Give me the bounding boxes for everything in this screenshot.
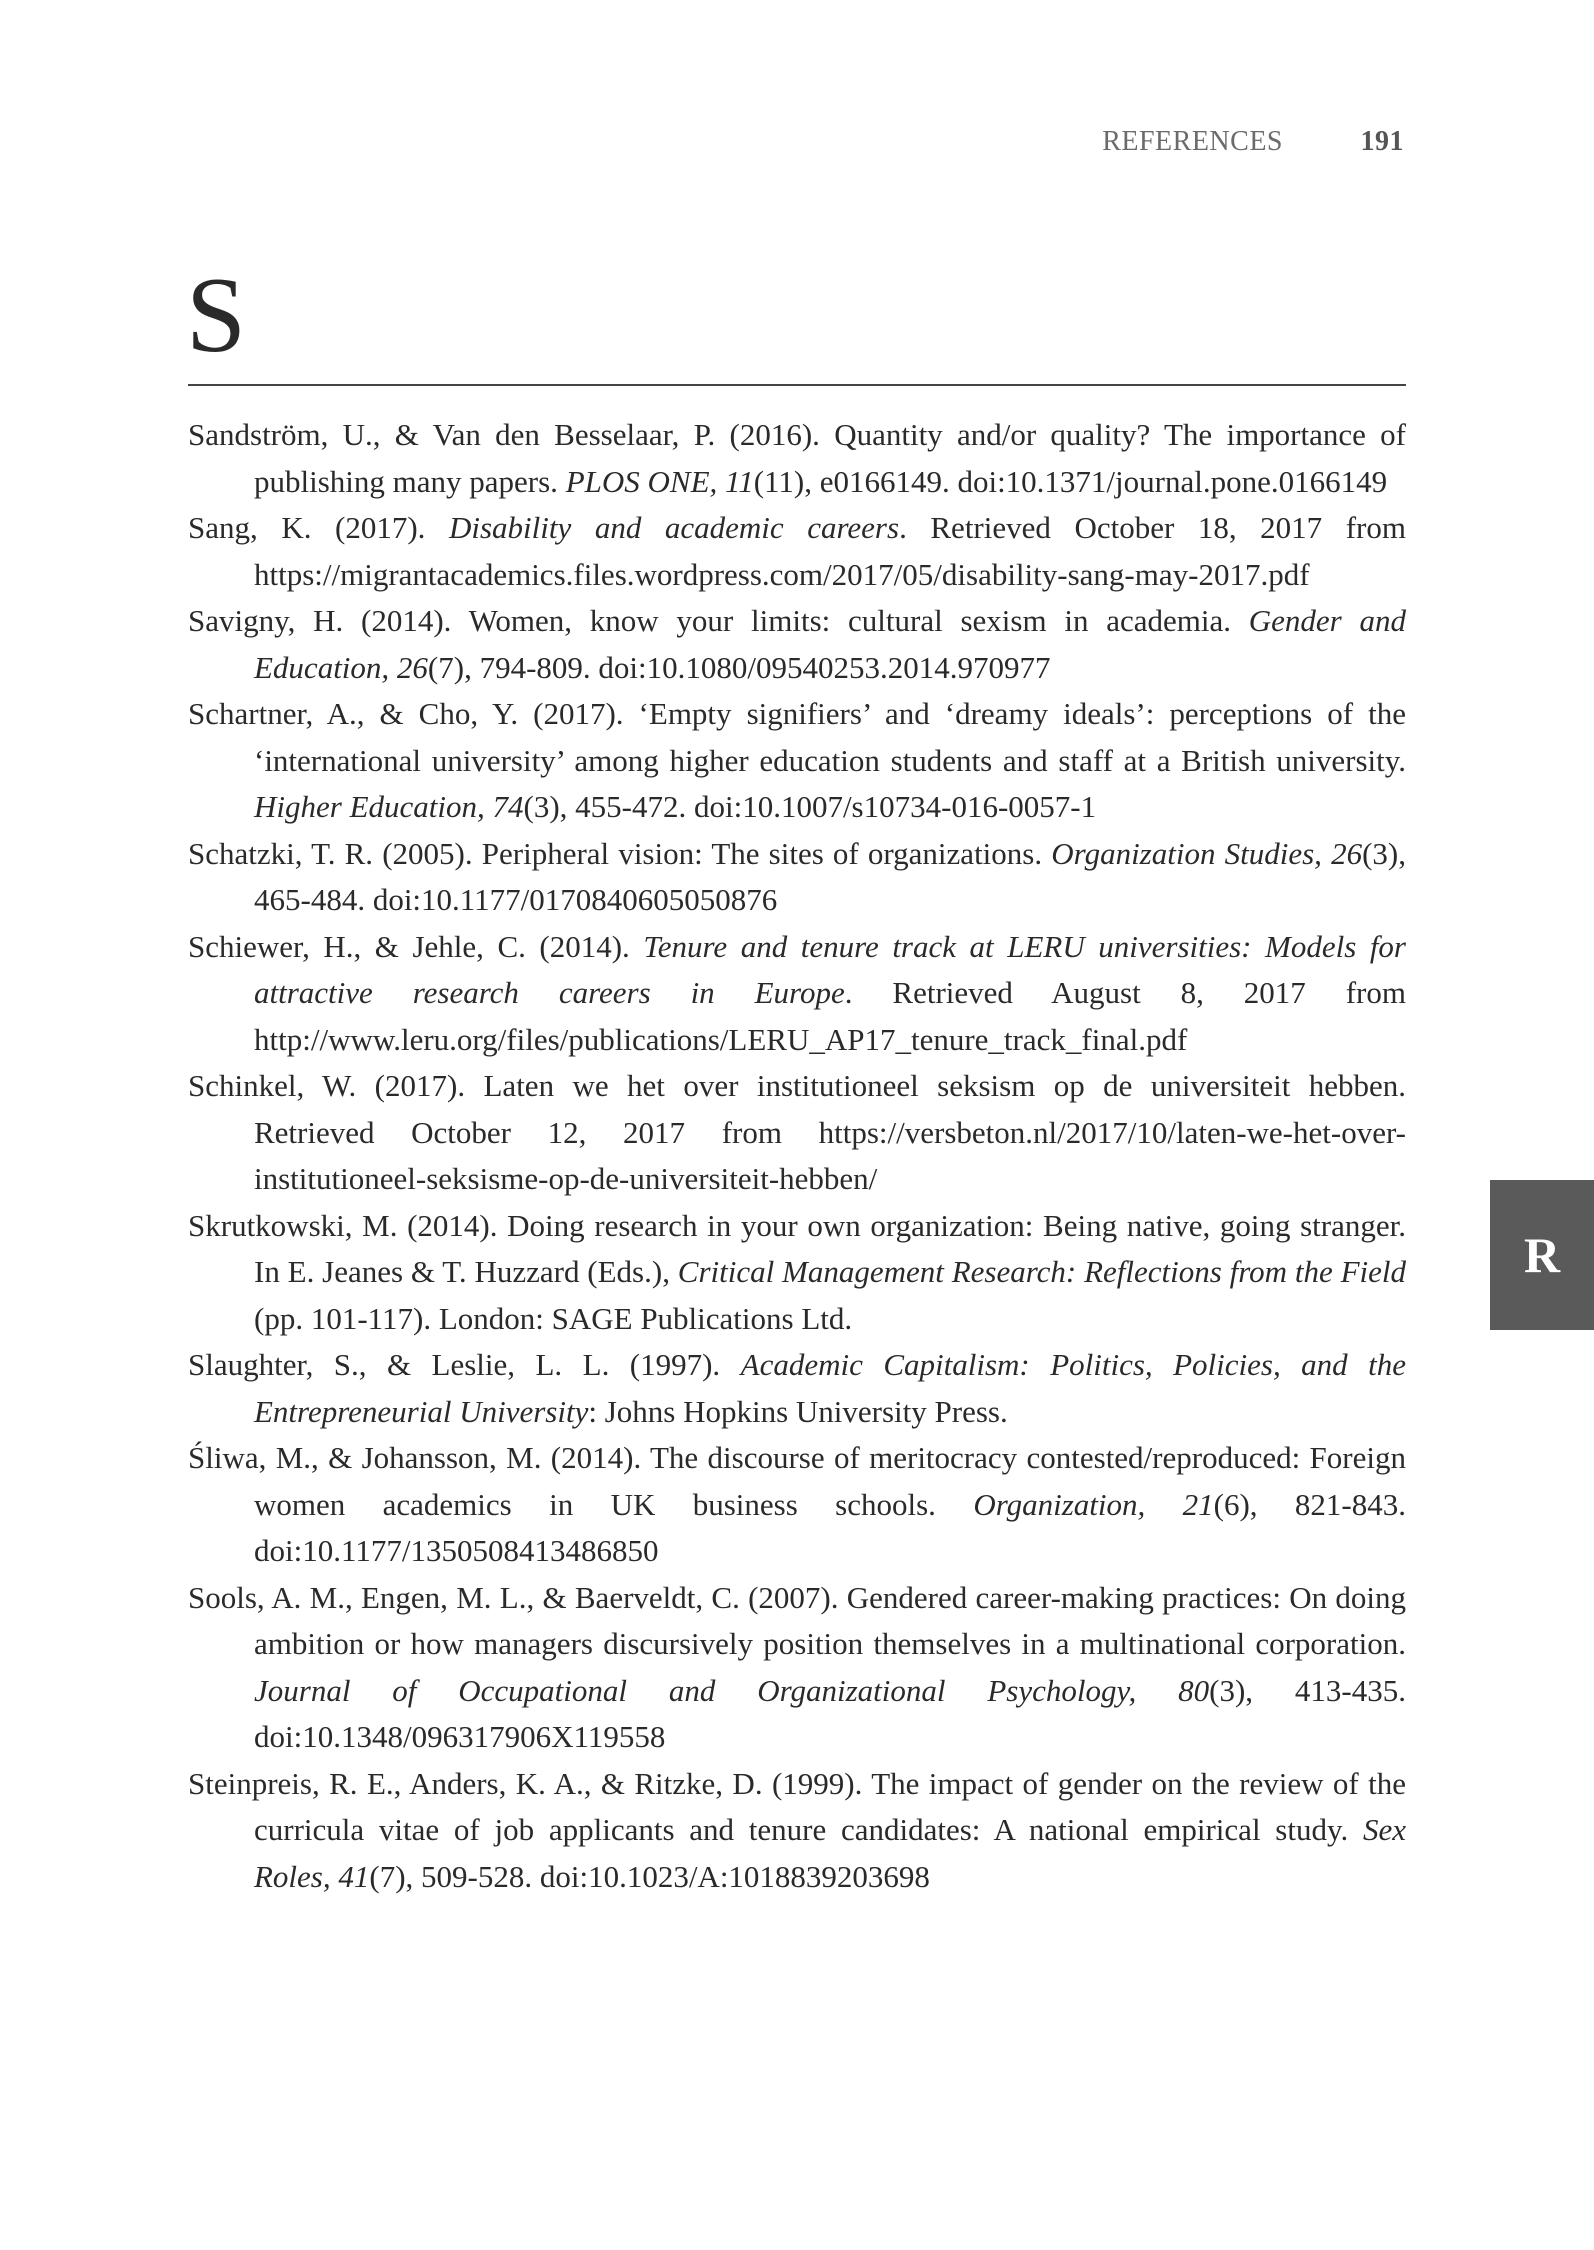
section-divider [188,384,1406,386]
running-head-title: REFERENCES [1102,126,1283,157]
reference-entry: Skrutkowski, M. (2014). Doing research in your own organization: Being native, going stranger. In E. Jeanes & T. Huzzard (Eds.), Critical Management Research: Reflections from the Field (pp. 101-117). London: SAGE Publications Ltd. [188,1207,1406,1336]
reference-entry: Sandström, U., & Van den Besselaar, P. (2016). Quantity and/or quality? The importance of publishing many papers. PLOS ONE, 11(11), e0166149. doi:10.1371/journal.pone.0166149 [188,417,1406,499]
running-head [1102,126,1404,158]
reference-list [188,412,1406,1900]
reference-entry: Steinpreis, R. E., Anders, K. A., & Ritzke, D. (1999). The impact of gender on the review of the curricula vitae of job applicants and tenure candidates: A national empirical study. Sex Roles, 41(7), 509-528. doi:10.1023/A:1018839203698 [188,1765,1406,1894]
page-number: 191 [1360,126,1404,157]
reference-entry: Sang, K. (2017). Disability and academic careers. Retrieved October 18, 2017 from https://migrantacademics.files.wordpress.com/2017/05/disability-sang-may-2017.pdf [188,510,1406,592]
reference-entry: Schartner, A., & Cho, Y. (2017). ‘Empty signifiers’ and ‘dreamy ideals’: perceptions of the ‘international university’ among higher education students and staff at a British university. Higher Education, 74(3), 455-472. doi:10.1007/s10734-016-0057-1 [188,696,1406,824]
reference-entry: Śliwa, M., & Johansson, M. (2014). The discourse of meritocracy contested/reproduced: Foreign women academics in UK business schools. Organization, 21(6), 821-843. doi:10.1177/1350508413486850 [188,1440,1407,1568]
section-letter: S [186,256,247,375]
reference-entry: Sools, A. M., Engen, M. L., & Baerveldt, C. (2007). Gendered career-making practices: On doing ambition or how managers discursively position themselves in a multinational corporation. Journal of Occupational and Organizational Psychology, 80(3), 413-435. doi:10.1348/096317906X119558 [188,1579,1406,1754]
reference-entry: Schiewer, H., & Jehle, C. (2014). Tenure and tenure track at LERU universities: Models for attractive research careers in Europe. Retrieved August 8, 2017 from http://www.leru.org/files/publications/LERU_AP17_tenure_track_final.pdf [188,928,1406,1057]
reference-entry: Schinkel, W. (2017). Laten we het over institutioneel seksism op de universiteit hebben. Retrieved October 12, 2017 from https://versbeton.nl/2017/10/laten-we-het-over-institutioneel-seksisme-op-de-universiteit-hebben/ [188,1068,1406,1196]
reference-entry: Schatzki, T. R. (2005). Peripheral vision: The sites of organizations. Organization Studies, 26(3), 465-484. doi:10.1177/0170840605050876 [188,835,1406,917]
reference-entry: Slaughter, S., & Leslie, L. L. (1997). Academic Capitalism: Politics, Policies, and the Entrepreneurial University: Johns Hopkins University Press. [188,1347,1407,1429]
thumb-index-tab: R [1490,1180,1594,1330]
reference-entry: Savigny, H. (2014). Women, know your limits: cultural sexism in academia. Gender and Education, 26(7), 794-809. doi:10.1080/09540253.2014.970977 [188,603,1406,685]
